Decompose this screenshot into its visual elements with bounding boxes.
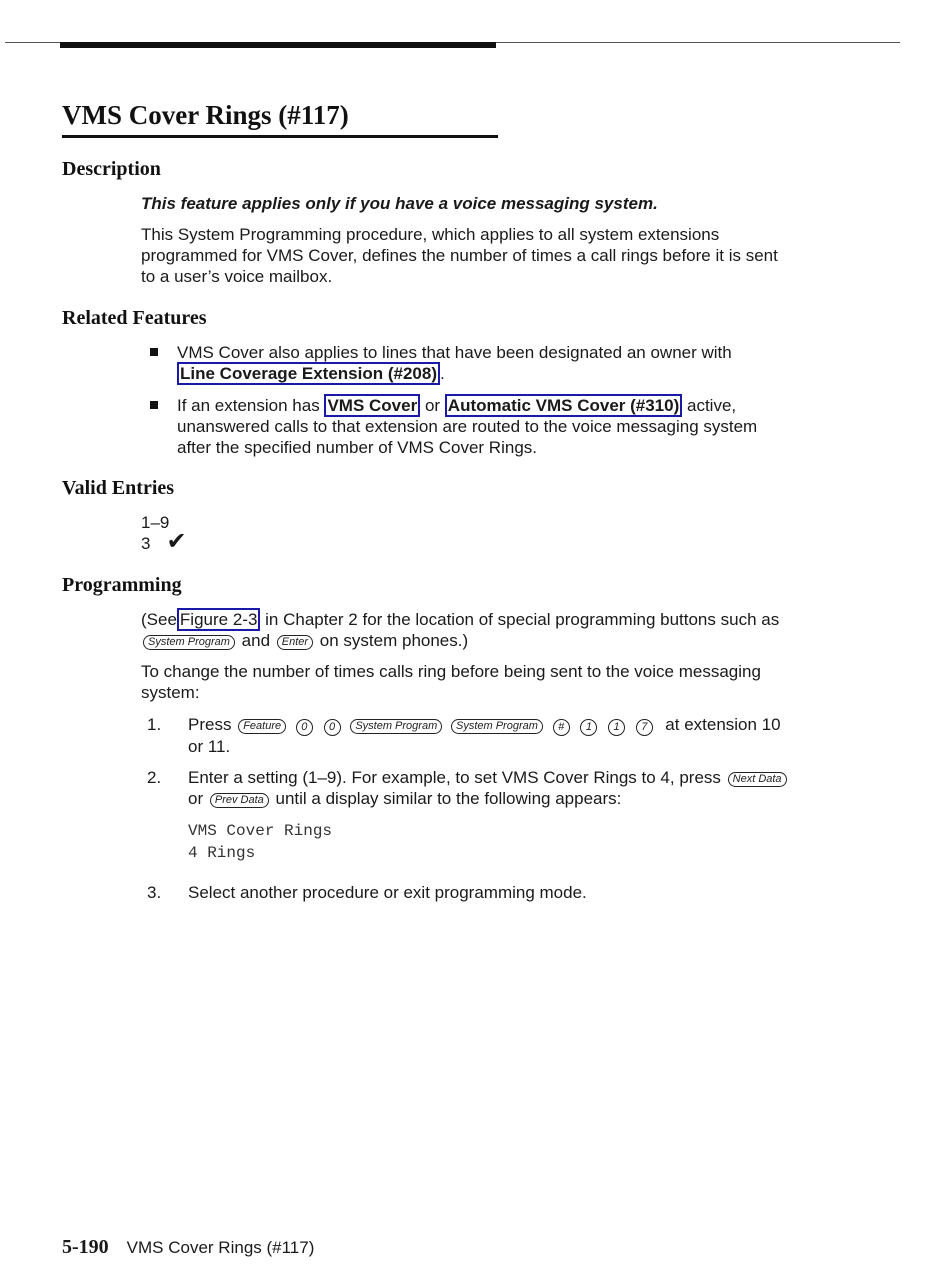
step-3 [147,882,797,903]
programming-intro: To change the number of times calls ring before being sent to the voice messaging system: [141,662,761,702]
bullet-icon [150,348,158,356]
step-1-post: at extension 10 or 11. [188,715,781,756]
default-entry [141,528,187,555]
page-title: VMS Cover Rings (#117) [62,100,349,130]
related-item1-end: . [439,364,445,383]
related-features-heading: Related Features [62,307,207,329]
step-1-press: Press [188,715,232,734]
key-next-data: Next Data [728,772,787,787]
key-system-program: System Program [143,635,235,650]
see-post: in Chapter 2 for the location of special programming buttons such as [265,610,780,629]
step-1 [147,714,797,757]
step-2-text: Enter a setting (1–9). For example, to set VMS Cover Rings to 4, press [188,768,721,787]
step-3-number: 3. [147,883,162,902]
step-2-or: or [188,789,204,808]
link-line-coverage-extension[interactable]: Line Coverage Extension (#208) [177,362,440,385]
see-pre: (See [141,610,177,629]
step-3-text: Select another procedure or exit programming mode. [188,883,587,902]
checkmark-icon: ✔ [166,528,187,555]
step-2 [147,767,797,809]
see-and: and [241,631,271,650]
key-digit-7: 7 [636,719,653,736]
key-digit-1: 1 [608,719,625,736]
related-item2-mid: or [424,396,441,415]
link-vms-cover[interactable]: VMS Cover [324,394,420,417]
key-system-program: System Program [451,719,543,734]
related-item2-post: active, unanswered calls to that extension are routed to the voice messaging system after the specified number of VMS Cover Rings. [177,396,758,457]
link-automatic-vms-cover[interactable]: Automatic VMS Cover (#310) [445,394,682,417]
related-item-vms-cover [150,395,770,458]
display-line-1: VMS Cover Rings [188,822,333,840]
key-enter: Enter [277,635,313,650]
key-pound: # [553,719,570,736]
title-underline [62,135,498,138]
display-line-2: 4 Rings [188,844,256,862]
page-footer [62,1236,314,1259]
related-item2-pre: If an extension has [177,396,320,415]
description-heading: Description [62,158,161,180]
key-feature: Feature [238,719,286,734]
key-digit-0: 0 [296,719,313,736]
programming-heading: Programming [62,574,182,596]
valid-entries-heading: Valid Entries [62,477,175,499]
key-digit-0: 0 [324,719,341,736]
step-2-number: 2. [147,768,162,787]
related-item1-text: VMS Cover also applies to lines that have been designated an owner with [177,343,732,362]
description-body: This System Programming procedure, which applies to all system extensions programmed for VMS Cover, defines the number of times a call rings before it is sent to a user’s voice mailbox. [141,225,778,286]
key-digit-1: 1 [580,719,597,736]
description-note: This feature applies only if you have a voice messaging system. [141,194,658,213]
key-prev-data: Prev Data [210,793,269,808]
bullet-icon [150,401,158,409]
link-figure-2-3[interactable]: Figure 2-3 [177,608,260,631]
valid-range: 1–9 [141,513,170,532]
key-system-program: System Program [350,719,442,734]
related-item-line-coverage [150,342,770,384]
page-number: 5-190 [62,1236,109,1258]
see-end: on system phones.) [319,631,469,650]
running-title: VMS Cover Rings (#117) [126,1238,315,1257]
step-1-number: 1. [147,715,162,734]
default-value: 3 [141,534,151,553]
header-thick-rule [60,42,496,48]
programming-see-note [141,609,781,651]
display-sample [188,820,332,864]
step-2-post: until a display similar to the following appears: [275,789,622,808]
